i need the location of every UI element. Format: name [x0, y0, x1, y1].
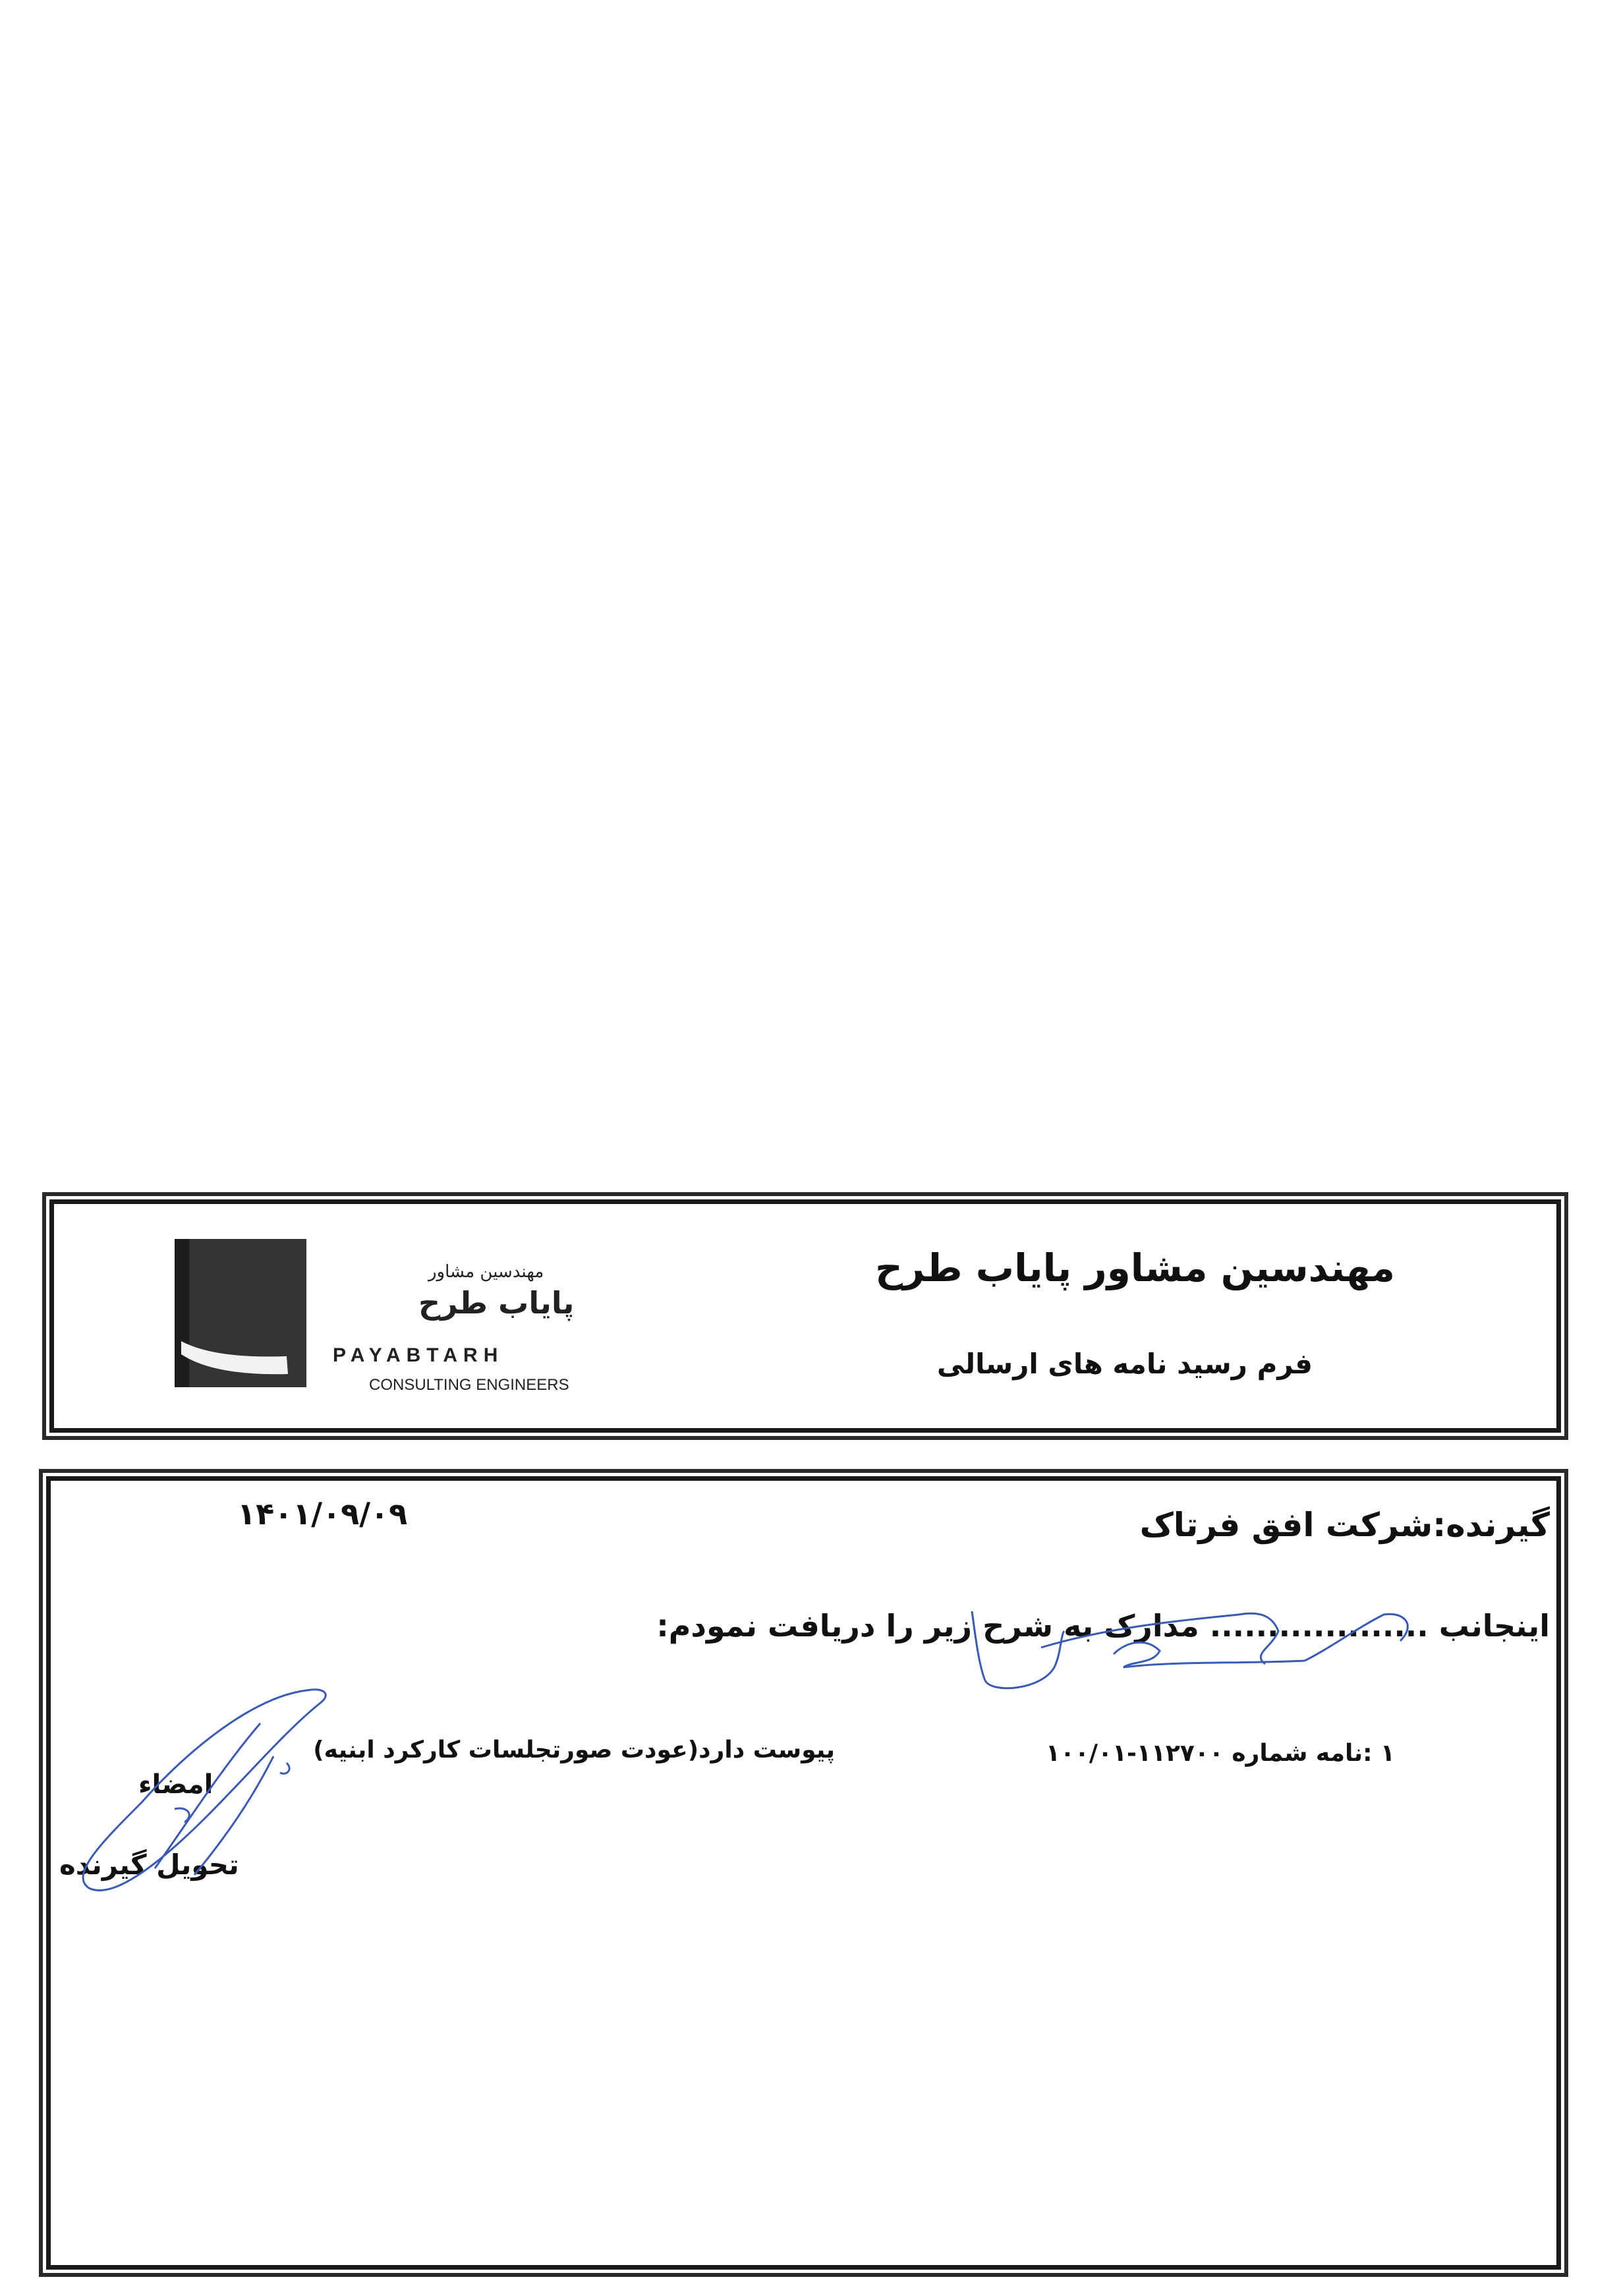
receiver-label: تحویل گیرنده — [59, 1849, 239, 1881]
logo-text-persian-small: مهندسین مشاور — [428, 1262, 544, 1282]
logo-subtext-english: CONSULTING ENGINEERS — [369, 1376, 569, 1394]
signature-label: امضاء — [138, 1769, 213, 1800]
logo-text-english: PAYABTARH — [333, 1344, 504, 1366]
company-title: مهندسین مشاور پایاب طرح — [875, 1246, 1395, 1290]
attachment-item: پیوست دارد(عودت صورتجلسات کارکرد ابنیه) — [313, 1736, 835, 1764]
receipt-body-frame — [46, 1476, 1561, 2270]
recipient-line: گیرنده:شرکت افق فرتاک — [1139, 1506, 1550, 1544]
letter-item: ۱ :نامه شماره ۱۱۲۷۰۰-۱۰۰/۰۱ — [1046, 1740, 1395, 1767]
company-logo-mark — [175, 1239, 306, 1387]
receipt-date: ۱۴۰۱/۰۹/۰۹ — [237, 1496, 408, 1532]
ack-text: مدارک به شرح زیر را دریافت نمودم: — [656, 1608, 1199, 1644]
ack-name-blank: ................... — [1209, 1608, 1429, 1644]
form-title: فرم رسید نامه های ارسالی — [936, 1348, 1313, 1380]
acknowledgement-line — [656, 1608, 1550, 1644]
logo-text-persian-large: پایاب طرح — [418, 1285, 575, 1321]
ack-prefix: اینجانب — [1438, 1608, 1550, 1644]
